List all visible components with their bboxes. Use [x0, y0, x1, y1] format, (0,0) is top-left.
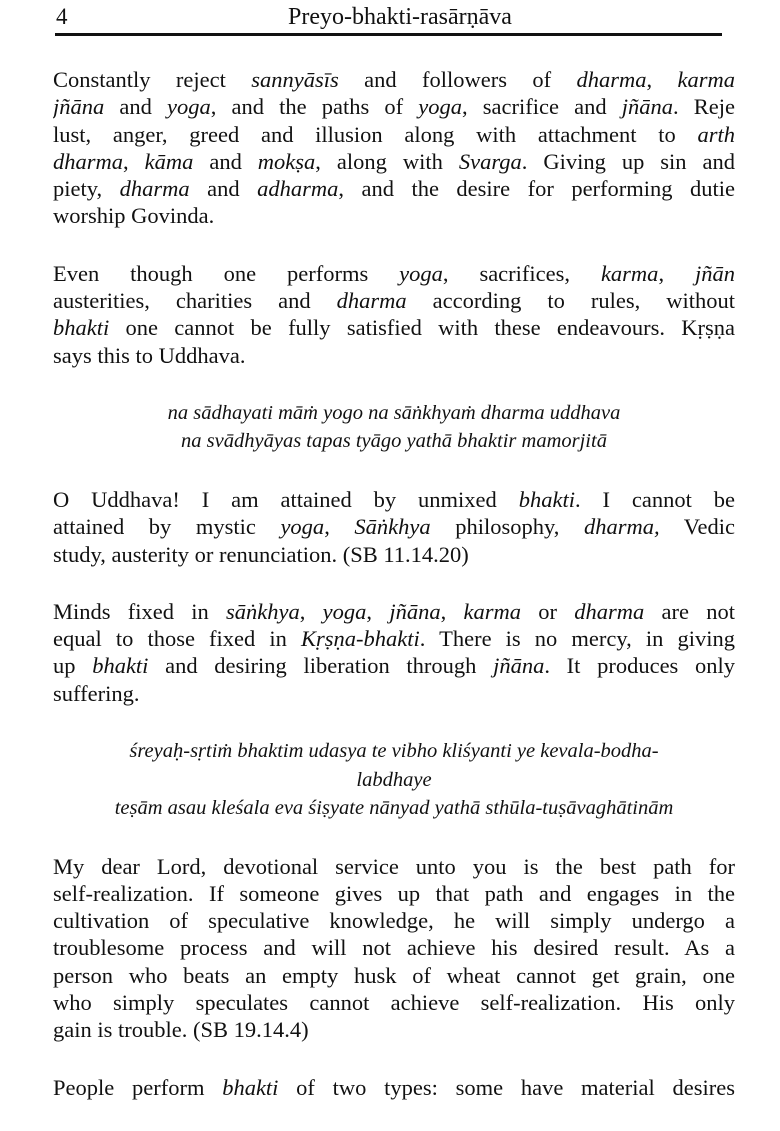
text-line [53, 427, 735, 456]
text-run: and [189, 176, 258, 202]
text-run: piety, [53, 176, 120, 202]
text-run: , [123, 148, 145, 174]
italic-term: Kṛṣṇa-bhakti [301, 626, 420, 652]
paragraph [53, 66, 735, 230]
italic-term: yoga [418, 94, 463, 120]
italic-term: mokṣa [257, 148, 316, 174]
italic-term: yoga [280, 514, 325, 540]
text-run: equal to those fixed in [53, 626, 301, 652]
text-run: O Uddhava! I am attained by unmixed [53, 486, 519, 512]
italic-term: bhakti [518, 486, 575, 512]
text-line [53, 314, 735, 341]
text-line [53, 148, 735, 175]
italic-term: dharma [119, 176, 190, 202]
italic-term: jñāna [389, 598, 441, 624]
text-line [53, 399, 735, 428]
italic-term: bhakti [92, 653, 149, 679]
text-line [53, 260, 735, 287]
text-run: . It produces only [544, 653, 735, 679]
text-run: na svādhyāyas tapas tyāgo yathā bhaktir mamorjitā [181, 430, 607, 453]
text-run: or [520, 598, 575, 624]
text-line [53, 93, 735, 120]
italic-term: Svarga [458, 148, 522, 174]
text-line [53, 652, 735, 679]
text-line [53, 175, 735, 202]
text-line [53, 853, 735, 880]
text-line [53, 962, 735, 989]
italic-term: jñān [694, 260, 735, 286]
text-run: who simply speculates cannot achieve self-realization. His only [53, 990, 735, 1016]
text-line [53, 880, 735, 907]
text-run: austerities, charities and [53, 288, 337, 314]
text-run: Constantly reject [53, 67, 252, 92]
text-run: Vedic [659, 514, 735, 540]
italic-term: dharma [574, 598, 645, 624]
italic-term: sāṅkhya [226, 598, 300, 624]
italic-term: arth [697, 121, 735, 147]
text-line [53, 625, 735, 652]
text-line [53, 1016, 735, 1043]
text-line [53, 1074, 735, 1101]
text-run: and followers of [338, 67, 577, 92]
paragraph [53, 486, 735, 568]
text-run: worship Govinda. [53, 203, 215, 229]
text-run: . There is no mercy, in giving [419, 626, 735, 652]
text-run: gain is trouble. (SB 19.14.4) [53, 1017, 309, 1043]
italic-term: bhakti [222, 1074, 279, 1100]
running-title: Preyo-bhakti-rasārṇāva [288, 4, 512, 30]
text-line [53, 989, 735, 1016]
italic-term: karma [677, 67, 735, 92]
italic-term: yoga [322, 598, 367, 624]
header-rule [55, 33, 722, 36]
italic-term: bhakti [53, 315, 110, 341]
italic-term: dharma [336, 288, 407, 314]
text-run: and desiring liberation through [148, 653, 494, 679]
text-run: labdhaye [356, 768, 432, 791]
italic-term: dharma [576, 67, 647, 92]
paragraph [53, 260, 735, 369]
text-line [53, 202, 735, 229]
text-run: , [646, 67, 678, 92]
text-run: , [324, 514, 355, 540]
text-run: , sacrifices, [442, 260, 601, 286]
italic-term: sannyāsīs [251, 67, 339, 92]
text-line [53, 66, 735, 93]
text-run: philosophy, [430, 514, 584, 540]
text-run: My dear Lord, devotional service unto you is the best path for [53, 853, 735, 879]
text-run: . Giving up sin and [521, 148, 735, 174]
text-run: says this to Uddhava. [53, 342, 246, 368]
text-run: one cannot be fully satisfied with these endeavours. Kṛṣṇa [109, 315, 735, 341]
italic-term: dharma [53, 148, 124, 174]
text-run: , [440, 598, 464, 624]
text-line [53, 794, 735, 823]
text-run: . Reje [673, 94, 735, 120]
italic-term: yoga [399, 260, 443, 286]
text-run: study, austerity or renunciation. (SB 11.14.20) [53, 541, 469, 567]
italic-term: jñāna [493, 653, 545, 679]
text-run: person who beats an empty husk of wheat cannot get grain, one [53, 962, 735, 988]
italic-term: karma [463, 598, 521, 624]
text-run: teṣām asau kleśala eva śiṣyate nānyad yathā sthūla-tuṣāvaghātinām [114, 797, 674, 820]
italic-term: adharma [257, 176, 339, 202]
verse-block [53, 737, 735, 823]
text-line [53, 766, 735, 795]
paragraph [53, 598, 735, 707]
text-run: śreyaḥ-sṛtiṁ bhaktim udasya te vibho kliśyanti ye kevala-bodha- [129, 740, 659, 763]
text-run: , [658, 260, 695, 286]
italic-term: kāma [144, 148, 194, 174]
page-body [53, 66, 735, 1131]
text-line [53, 121, 735, 148]
text-line [53, 907, 735, 934]
paragraph [53, 853, 735, 1044]
text-run: cultivation of speculative knowledge, he will simply undergo a [53, 908, 735, 934]
italic-term: jñāna [53, 94, 105, 120]
italic-term: karma [600, 260, 659, 286]
text-run: Minds fixed in [53, 598, 227, 624]
text-run: lust, anger, greed and illusion along with attachment to [53, 121, 698, 147]
text-run: , [299, 598, 323, 624]
page-number: 4 [56, 4, 68, 29]
verse-block [53, 399, 735, 456]
text-line [53, 513, 735, 540]
text-run: and [104, 94, 168, 120]
paragraph [53, 1074, 735, 1101]
text-run: attained by mystic [53, 514, 281, 540]
italic-term: yoga [167, 94, 211, 120]
text-run: , and the paths of [210, 94, 419, 120]
text-run: , sacrifice and [462, 94, 622, 120]
text-run: , [366, 598, 390, 624]
text-run: self-realization. If someone gives up that path and engages in the [53, 880, 735, 906]
text-run: of two types: some have material desires [278, 1074, 735, 1100]
text-line [53, 680, 735, 707]
text-line [53, 342, 735, 369]
text-run: , along with [315, 148, 459, 174]
text-run: . I cannot be [574, 486, 735, 512]
italic-term: Sāṅkhya [354, 514, 431, 540]
text-run: are not [644, 598, 735, 624]
text-run: na sādhayati māṁ yogo na sāṅkhyaṁ dharma uddhava [167, 401, 621, 424]
text-line [53, 287, 735, 314]
text-run: up [53, 653, 93, 679]
text-run: suffering. [53, 680, 140, 706]
text-line [53, 934, 735, 961]
text-run: Even though one performs [53, 260, 400, 286]
text-line [53, 598, 735, 625]
text-line [53, 486, 735, 513]
text-run: according to rules, without [406, 288, 735, 314]
text-run: People perform [53, 1074, 223, 1100]
italic-term: jñāna [621, 94, 673, 120]
text-run: troublesome process and will not achieve his desired result. As a [53, 935, 735, 961]
text-run: , and the desire for performing dutie [338, 176, 735, 202]
text-line [53, 541, 735, 568]
text-run: and [193, 148, 258, 174]
text-line [53, 737, 735, 766]
italic-term: dharma, [583, 514, 660, 540]
